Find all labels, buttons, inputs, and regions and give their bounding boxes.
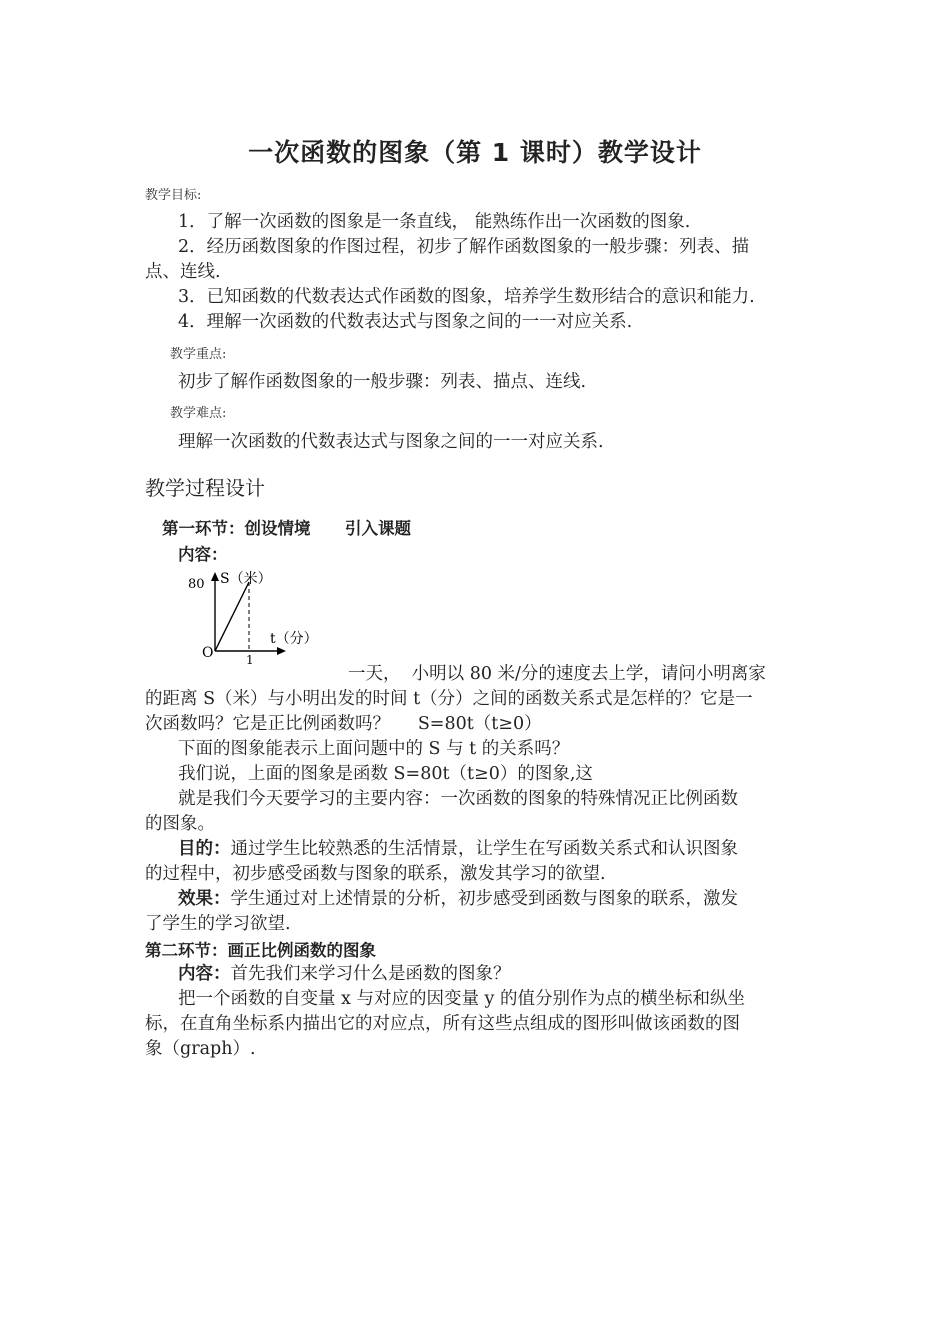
x-tick-label: 1: [246, 653, 254, 667]
scenario-line-6: 就是我们今天要学习的主要内容：一次函数的图象的特殊情况正比例函数: [178, 789, 738, 809]
objective-item-2-cont: 点、连线.: [145, 262, 221, 282]
key-points-text: 初步了解作函数图象的一般步骤：列表、描点、连线.: [178, 372, 587, 392]
definition-line-3: 象（graph）.: [145, 1039, 256, 1059]
origin-label: O: [202, 645, 214, 661]
effect-text: 学生通过对上述情景的分析，初步感受到函数与图象的联系，激发: [230, 889, 738, 909]
x-axis-arrow-icon: [277, 647, 286, 655]
definition-line-1: 把一个函数的自变量 x 与对应的因变量 y 的值分别作为点的横坐标和纵坐: [178, 989, 746, 1009]
y-tick-label: 80: [188, 577, 205, 592]
y-axis-arrow-icon: [211, 572, 219, 581]
effect-line-2: 了学生的学习欲望.: [145, 914, 291, 934]
distance-time-graph: [180, 565, 330, 670]
purpose-line-2: 的过程中，初步感受函数与图象的联系，激发其学习的欲望.: [145, 864, 606, 884]
objectives-label: 教学目标:: [145, 188, 202, 203]
scenario-line-3: 次函数吗？它是正比例函数吗？ S=80t（t≥0）: [145, 714, 542, 734]
y-axis-label: S（米）: [220, 571, 272, 587]
objective-item-1: 1．了解一次函数的图象是一条直线， 能熟练作出一次函数的图象.: [178, 212, 691, 232]
purpose-line-1: [178, 837, 738, 861]
section2-heading: 第二环节：画正比例函数的图象: [145, 941, 376, 960]
purpose-text: 通过学生比较熟悉的生活情景，让学生在写函数关系式和认识图象: [230, 839, 738, 859]
effect-line-1: [178, 887, 738, 911]
section1-content-label: 内容：: [178, 545, 228, 564]
scenario-line-7: 的图象。: [145, 814, 215, 834]
section1-heading: 第一环节：创设情境 引入课题: [162, 519, 411, 538]
scenario-line-4: 下面的图象能表示上面问题中的 S 与 t 的关系吗？: [178, 739, 570, 759]
process-heading: 教学过程设计: [145, 476, 265, 500]
effect-label: 效果：: [178, 889, 231, 909]
objective-item-2: 2．经历函数图象的作图过程，初步了解作函数图象的一般步骤：列表、描: [178, 237, 750, 257]
definition-line-2: 标，在直角坐标系内描出它的对应点，所有这些点组成的图形叫做该函数的图: [145, 1014, 740, 1034]
key-points-label: 教学重点:: [170, 347, 227, 362]
difficulties-text: 理解一次函数的代数表达式与图象之间的一一对应关系.: [178, 432, 604, 452]
section2-content-line: [178, 962, 511, 986]
objective-item-4: 4．理解一次函数的代数表达式与图象之间的一一对应关系.: [178, 312, 633, 332]
x-axis-label: t（分）: [270, 631, 318, 647]
function-line: [215, 582, 249, 651]
section2-content-label: 内容：: [178, 964, 231, 984]
section2-content-text: 首先我们来学习什么是函数的图象？: [230, 964, 511, 984]
objective-item-3: 3．已知函数的代数表达式作函数的图象，培养学生数形结合的意识和能力.: [178, 287, 755, 307]
document-title: 一次函数的图象（第 1 课时）教学设计: [248, 138, 702, 167]
scenario-line-2: 的距离 S（米）与小明出发的时间 t（分）之间的函数关系式是怎样的？它是一: [145, 689, 753, 709]
scenario-line-5: 我们说，上面的图象是函数 S=80t（t≥0）的图象,这: [178, 764, 593, 784]
purpose-label: 目的：: [178, 839, 231, 859]
difficulties-label: 教学难点:: [170, 406, 227, 421]
scenario-line-1: 一天， 小明以 80 米/分的速度去上学，请问小明离家: [348, 664, 766, 684]
